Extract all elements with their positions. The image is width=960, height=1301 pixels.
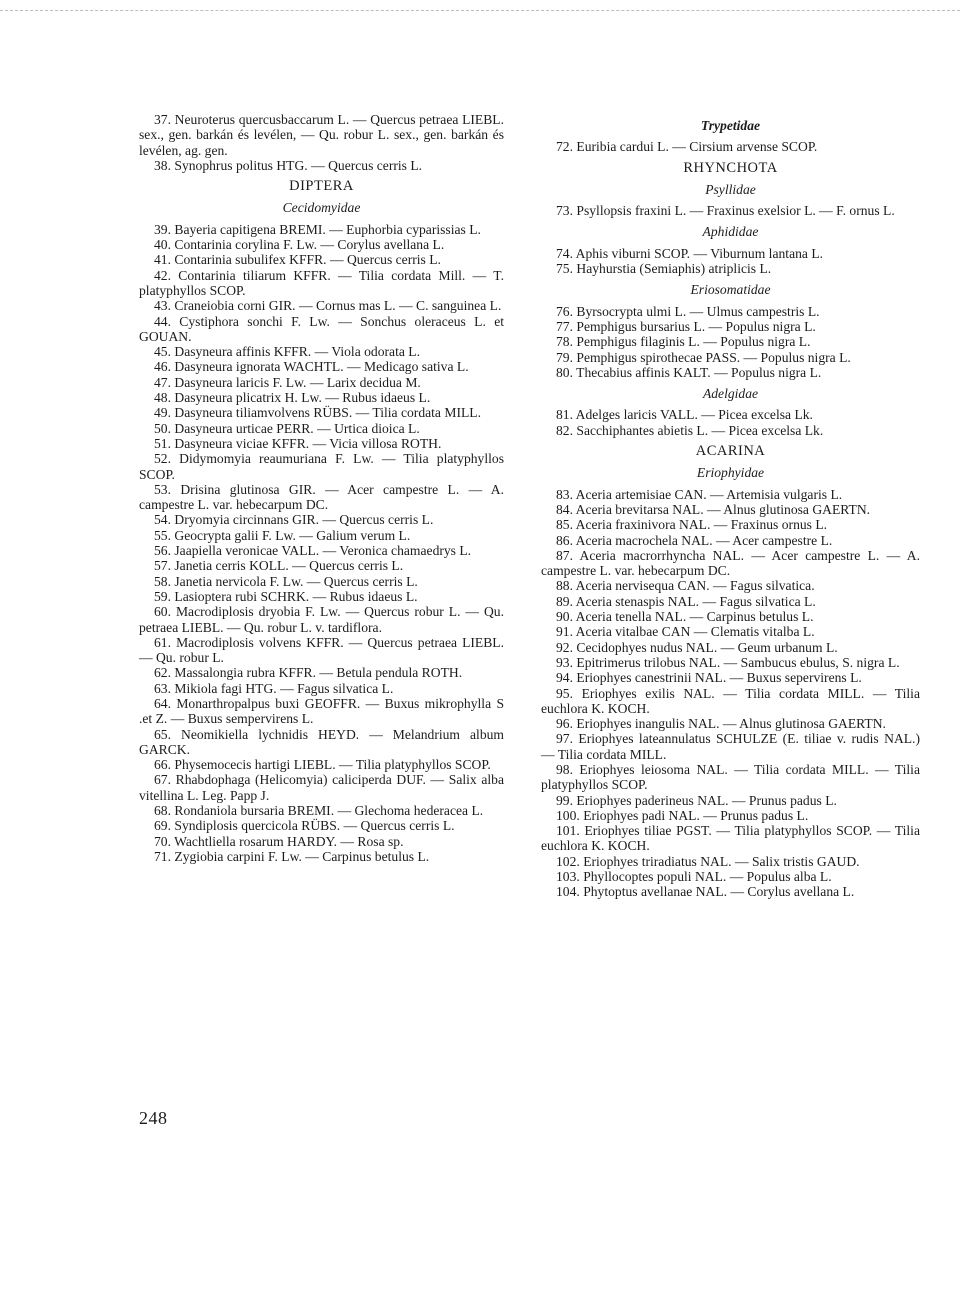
species-entry: 40. Contarinia corylina F. Lw. — Corylus avellana L. xyxy=(154,237,445,253)
species-entry: 96. Eriophyes inangulis NAL. — Alnus glutinosa GAERTN. xyxy=(556,716,886,732)
species-entry: 62. Massalongia rubra KFFR. — Betula pendula ROTH. xyxy=(154,665,463,681)
species-entry: 94. Eriophyes canestrinii NAL. — Buxus sepervirens L. xyxy=(556,670,862,686)
species-entry: 58. Janetia nervicola F. Lw. — Quercus cerris L. xyxy=(154,573,418,589)
species-entry: 79. Pemphigus spirothecae PASS. — Populus nigra L. xyxy=(556,349,851,365)
species-entry: 93. Epitrimerus trilobus NAL. — Sambucus ebulus, S. nigra L. xyxy=(556,654,900,670)
species-entry: 37. Neuroterus quercusbaccarum L. — Quercus petraea LIEBL. sex., gen. barkán és levélen, — Qu. robur L. sex., gen. barkán és levélen, ag. gen. xyxy=(139,112,504,158)
species-entry: 71. Zygiobia carpini F. Lw. — Carpinus betulus L. xyxy=(154,848,430,864)
species-entry: 74. Aphis viburni SCOP. — Viburnum lantana L. xyxy=(556,245,824,261)
species-entry: 67. Rhabdophaga (Helicomyia) caliciperda DUF. — Salix alba vitellina L. Leg. Papp J. xyxy=(139,772,504,803)
species-entry: 69. Syndiplosis quercicola RÜBS. — Quercus cerris L. xyxy=(154,818,455,834)
species-entry: 51. Dasyneura viciae KFFR. — Vicia villosa ROTH. xyxy=(154,435,442,451)
species-entry: 59. Lasioptera rubi SCHRK. — Rubus idaeus L. xyxy=(154,588,418,604)
species-entry: 56. Jaapiella veronicae VALL. — Veronica chamaedrys L. xyxy=(154,543,472,559)
species-entry: 78. Pemphigus filaginis L. — Populus nigra L. xyxy=(556,334,811,350)
species-entry: 57. Janetia cerris KOLL. — Quercus cerris L. xyxy=(154,558,404,574)
scan-edge-line xyxy=(0,10,960,12)
species-entry: 87. Aceria macrorrhyncha NAL. — Acer campestre L. — A. campestre L. var. hebecarpum DC. xyxy=(541,547,920,579)
species-entry: 85. Aceria fraxinivora NAL. — Fraxinus ornus L. xyxy=(556,517,828,533)
species-entry: 77. Pemphigus bursarius L. — Populus nigra L. xyxy=(556,318,816,334)
species-entry: 41. Contarinia subulifex KFFR. — Quercus cerris L. xyxy=(154,252,441,268)
species-entry: 91. Aceria vitalbae CAN — Clematis vitalba L. xyxy=(556,624,815,640)
species-entry: 90. Aceria tenella NAL. — Carpinus betulus L. xyxy=(556,609,814,625)
family-heading: Aphididae xyxy=(702,224,759,240)
species-entry: 97. Eriophyes lateannulatus SCHULZE (E. tiliae v. rudis NAL.) — Tilia cordata MILL. xyxy=(541,731,920,762)
species-entry: 75. Hayhurstia (Semiaphis) atriplicis L. xyxy=(556,261,772,277)
species-entry: 66. Physemocecis hartigi LIEBL. — Tilia platyphyllos SCOP. xyxy=(154,757,491,773)
section-heading: ACARINA xyxy=(695,443,766,460)
species-entry: 54. Dryomyia circinnans GIR. — Quercus cerris L. xyxy=(154,512,434,528)
species-entry: 61. Macrodiplosis volvens KFFR. — Quercus petraea LIEBL. — Qu. robur L. xyxy=(139,634,504,666)
family-heading: Eriophyidae xyxy=(696,465,765,481)
species-entry: 45. Dasyneura affinis KFFR. — Viola odorata L. xyxy=(154,344,420,360)
species-entry: 99. Eriophyes paderineus NAL. — Prunus padus L. xyxy=(556,792,837,808)
family-heading: Eriosomatidae xyxy=(690,282,771,298)
species-entry: 76. Byrsocrypta ulmi L. — Ulmus campestris L. xyxy=(556,303,820,319)
page-number: 248 xyxy=(139,1108,168,1128)
species-entry: 55. Geocrypta galii F. Lw. — Galium verum L. xyxy=(154,527,411,543)
species-entry: 64. Monarthropalpus buxi GEOFFR. — Buxus mikrophylla S .et Z. — Buxus sempervirens L. xyxy=(139,695,504,727)
species-entry: 84. Aceria brevitarsa NAL. — Alnus glutinosa GAERTN. xyxy=(556,501,871,517)
species-entry: 65. Neomikiella lychnidis HEYD. — Melandrium album GARCK. xyxy=(139,726,504,757)
species-entry: 38. Synophrus politus HTG. — Quercus cerris L. xyxy=(154,157,423,173)
species-entry: 103. Phyllocoptes populi NAL. — Populus alba L. xyxy=(556,869,832,885)
species-entry: 83. Aceria artemisiae CAN. — Artemisia vulgaris L. xyxy=(556,486,843,502)
left-column xyxy=(139,112,504,864)
species-entry: 95. Eriophyes exilis NAL. — Tilia cordata MILL. — Tilia euchlora K. KOCH. xyxy=(541,685,920,716)
species-entry: 82. Sacchiphantes abietis L. — Picea excelsa Lk. xyxy=(556,422,824,438)
species-entry: 63. Mikiola fagi HTG. — Fagus silvatica L. xyxy=(154,680,394,696)
species-entry: 70. Wachtliella rosarum HARDY. — Rosa sp. xyxy=(154,833,404,849)
species-entry: 86. Aceria macrochela NAL. — Acer campestre L. xyxy=(556,532,833,548)
species-entry: 68. Rondaniola bursaria BREMI. — Glechoma hederacea L. xyxy=(154,803,484,819)
family-heading: Psyllidae xyxy=(705,181,756,197)
species-entry: 53. Drisina glutinosa GIR. — Acer campestre L. — A. campestre L. var. hebecarpum DC. xyxy=(139,481,504,513)
species-entry: 46. Dasyneura ignorata WACHTL. — Medicago sativa L. xyxy=(154,359,469,375)
species-entry: 43. Craneiobia corni GIR. — Cornus mas L. — C. sanguinea L. xyxy=(154,298,502,314)
species-entry: 39. Bayeria capitigena BREMI. — Euphorbia cyparissias L. xyxy=(154,221,481,237)
species-entry: 60. Macrodiplosis dryobia F. Lw. — Quercus robur L. — Qu. petraea LIEBL. — Qu. robur L. v. tardiflora. xyxy=(139,604,504,635)
species-entry: 42. Contarinia tiliarum KFFR. — Tilia cordata Mill. — T. platyphyllos SCOP. xyxy=(139,267,504,298)
species-entry: 92. Cecidophyes nudus NAL. — Geum urbanum L. xyxy=(556,639,838,655)
species-entry: 89. Aceria stenaspis NAL. — Fagus silvatica L. xyxy=(556,593,816,609)
section-heading: RHYNCHOTA xyxy=(683,159,778,176)
family-heading: Adelgidae xyxy=(702,386,759,402)
species-entry: 47. Dasyneura laricis F. Lw. — Larix decidua M. xyxy=(154,374,421,390)
species-entry: 52. Didymomyia reaumuriana F. Lw. — Tilia platyphyllos SCOP. xyxy=(139,451,504,482)
species-entry: 101. Eriophyes tiliae PGST. — Tilia platyphyllos SCOP. — Tilia euchlora K. KOCH. xyxy=(541,823,920,854)
species-entry: 104. Phytoptus avellanae NAL. — Corylus avellana L. xyxy=(556,884,855,900)
family-heading: Cecidomyidae xyxy=(282,200,361,216)
species-entry: 80. Thecabius affinis KALT. — Populus nigra L. xyxy=(556,364,822,380)
family-heading: Trypetidae xyxy=(700,118,761,133)
species-entry: 49. Dasyneura tiliamvolvens RÜBS. — Tilia cordata MILL. xyxy=(154,405,481,421)
species-entry: 100. Eriophyes padi NAL. — Prunus padus L. xyxy=(556,807,809,823)
species-entry: 81. Adelges laricis VALL. — Picea excelsa Lk. xyxy=(556,407,813,423)
section-heading: DIPTERA xyxy=(289,178,354,195)
species-entry: 102. Eriophyes triradiatus NAL. — Salix tristis GAUD. xyxy=(556,853,860,869)
right-column xyxy=(541,112,920,900)
species-entry: 72. Euribia cardui L. — Cirsium arvense SCOP. xyxy=(556,139,818,155)
species-entry: 48. Dasyneura plicatrix H. Lw. — Rubus idaeus L. xyxy=(154,390,431,406)
species-entry: 73. Psyllopsis fraxini L. — Fraxinus exelsior L. — F. ornus L. xyxy=(556,203,895,219)
species-entry: 88. Aceria nervisequa CAN. — Fagus silvatica. xyxy=(556,578,815,594)
species-entry: 50. Dasyneura urticae PERR. — Urtica dioica L. xyxy=(154,420,420,436)
species-entry: 44. Cystiphora sonchi F. Lw. — Sonchus oleraceus L. et GOUAN. xyxy=(139,313,504,344)
species-entry: 98. Eriophyes leiosoma NAL. — Tilia cordata MILL. — Tilia platyphyllos SCOP. xyxy=(541,761,920,793)
